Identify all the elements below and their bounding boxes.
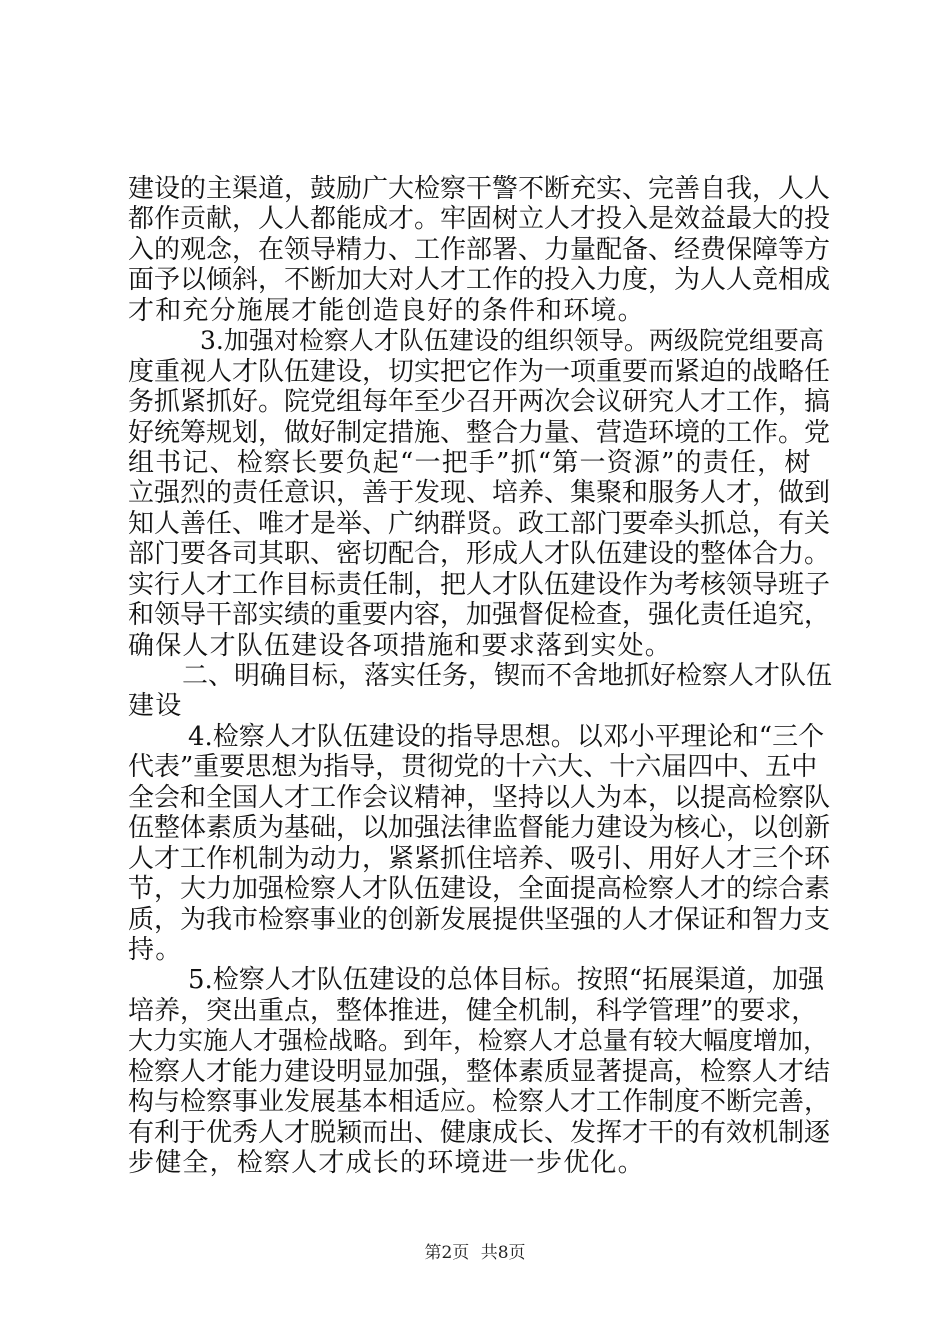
text-line: 入的观念，在领导精力、工作部署、力量配备、经费保障等方 — [128, 235, 831, 265]
page-total: 共8页 — [480, 1243, 526, 1263]
text-line: 务抓紧抓好。院党组每年至少召开两次会议研究人才工作，搞 — [128, 387, 831, 417]
text-line: 伍整体素质为基础，以加强法律监督能力建设为核心，以创新 — [128, 813, 831, 843]
text-line: 节，大力加强检察人才队伍建设，全面提高检察人才的综合素 — [128, 874, 831, 904]
text-line: 立强烈的责任意识，善于发现、培养、集聚和服务人才，做到 — [128, 478, 831, 508]
text-line: 全会和全国人才工作会议精神，坚持以人为本，以提高检察队 — [128, 783, 831, 813]
text-line: 持。 — [128, 935, 183, 965]
section-heading: 二、明确目标，落实任务，锲而不舍地抓好检察人才队伍 — [182, 661, 833, 691]
text-line: 才和充分施展才能创造良好的条件和环境。 — [128, 296, 645, 326]
paragraph-start-line: 5.检察人才队伍建设的总体目标。按照“拓展渠道，加强 — [188, 965, 825, 995]
text-line: 部门要各司其职、密切配合，形成人才队伍建设的整体合力。 — [128, 539, 831, 569]
text-line: 都作贡献，人人都能成才。牢固树立人才投入是效益最大的投 — [128, 204, 831, 234]
text-line: 检察人才能力建设明显加强，整体素质显著提高，检察人才结 — [128, 1057, 831, 1087]
section-heading-continued: 建设 — [128, 691, 183, 721]
page-footer — [0, 1242, 950, 1264]
text-line: 建设的主渠道，鼓励广大检察干警不断充实、完善自我，人人 — [128, 174, 831, 204]
text-line: 实行人才工作目标责任制，把人才队伍建设作为考核领导班子 — [128, 570, 831, 600]
text-line: 培养，突出重点，整体推进，健全机制，科学管理”的要求， — [128, 996, 818, 1026]
text-line: 和领导干部实绩的重要内容，加强督促检查，强化责任追究， — [128, 600, 831, 630]
text-line: 好统筹规划，做好制定措施、整合力量、营造环境的工作。党 — [128, 418, 831, 448]
text-line: 知人善任、唯才是举、广纳群贤。政工部门要牵头抓总，有关 — [128, 509, 831, 539]
text-line: 质，为我市检察事业的创新发展提供坚强的人才保证和智力支 — [128, 905, 831, 935]
text-line: 大力实施人才强检战略。到年，检察人才总量有较大幅度增加， — [128, 1026, 829, 1055]
paragraph-start-line: 3.加强对检察人才队伍建设的组织领导。两级院党组要高 — [200, 326, 824, 355]
text-line: 步健全，检察人才成长的环境进一步优化。 — [128, 1148, 645, 1178]
text-line: 有利于优秀人才脱颖而出、健康成长、发挥才干的有效机制逐 — [128, 1118, 831, 1148]
text-line: 构与检察事业发展基本相适应。检察人才工作制度不断完善， — [128, 1087, 831, 1117]
text-line: 面予以倾斜，不断加大对人才工作的投入力度，为人人竞相成 — [128, 265, 831, 295]
text-line: 人才工作机制为动力，紧紧抓住培养、吸引、用好人才三个环 — [128, 844, 831, 874]
text-line: 代表”重要思想为指导，贯彻党的十六大、十六届四中、五中 — [128, 752, 818, 782]
paragraph-start-line: 4.检察人才队伍建设的指导思想。以邓小平理论和“三个 — [188, 722, 825, 752]
text-line: 度重视人才队伍建设，切实把它作为一项重要而紧迫的战略任 — [128, 357, 831, 387]
text-line: 组书记、检察长要负起“一把手”抓“第一资源”的责任，树 — [128, 448, 812, 478]
text-line: 确保人才队伍建设各项措施和要求落到实处。 — [128, 631, 673, 661]
page-number: 第2页 — [424, 1243, 470, 1263]
